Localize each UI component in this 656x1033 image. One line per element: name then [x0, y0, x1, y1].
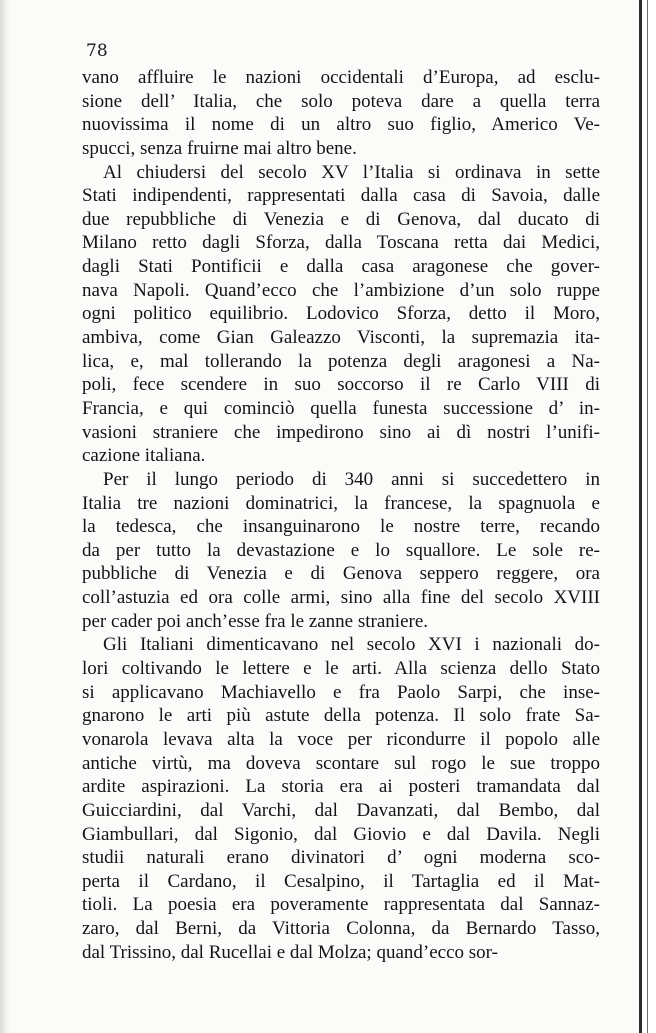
text-line: Al chiudersi del secolo XV l’Italia si ordinava in sette [103, 161, 600, 183]
text-line: Guicciardini, dal Varchi, dal Davanzati, dal Bembo, dal [82, 799, 600, 821]
paragraph [82, 66, 600, 161]
text-line: dagli Stati Pontificii e dalla casa aragonese che gover- [82, 256, 600, 278]
text-line: coll’astuzia ed ora colle armi, sino alla fine del secolo XVIII [82, 587, 600, 609]
paragraph [82, 468, 600, 633]
text-line: ambiva, come Gian Galeazzo Visconti, la supremazia ita- [82, 327, 600, 349]
body-text [82, 66, 600, 964]
text-line: due repubbliche di Venezia e di Genova, dal ducato di [82, 208, 600, 230]
text-line: spucci, senza fruirne mai altro bene. [82, 137, 357, 159]
text-line: da per tutto la devastazione e lo squallore. Le sole re- [82, 539, 600, 561]
text-line: antiche virtù, ma doveva scontare sul rogo le sue troppo [82, 752, 600, 774]
text-line: Gli Italiani dimenticavano nel secolo XVI i nazionali do- [103, 634, 600, 656]
text-line: lica, e, mal tollerando la potenza degli aragonesi a Na- [82, 350, 600, 372]
text-line: ardite aspirazioni. La storia era ai posteri tramandata dal [82, 776, 600, 798]
text-line: la tedesca, che insanguinarono le nostre terre, recando [82, 516, 600, 538]
paragraph [82, 633, 600, 964]
text-line: lori coltivando le lettere e le arti. Alla scienza dello Stato [82, 658, 600, 680]
text-line: vasioni straniere che impedirono sino ai dì nostri l’unifi- [82, 421, 600, 443]
text-line: poli, fece scendere in suo soccorso il re Carlo VIII di [82, 374, 600, 396]
text-line: si applicavano Machiavello e fra Paolo Sarpi, che inse- [82, 681, 600, 703]
text-line: nuovissima il nome di un altro suo figlio, Americo Ve- [82, 114, 600, 136]
text-line: studii naturali erano divinatori d’ ogni moderna sco- [82, 847, 600, 869]
page-number: 78 [86, 41, 108, 61]
text-line: vano affluire le nazioni occidentali d’Europa, ad esclu- [82, 67, 600, 88]
page-gutter-shadow [0, 0, 10, 1033]
text-line: gnarono le arti più astute della potenza. Il solo frate Sa- [82, 705, 600, 727]
paragraph [82, 161, 600, 468]
text-line: pubbliche di Venezia e di Genova seppero reggere, ora [82, 563, 600, 585]
text-line: ogni politico equilibrio. Lodovico Sforza, detto il Moro, [82, 303, 600, 325]
page-edge-line [639, 0, 642, 1033]
text-line: zaro, dal Berni, da Vittoria Colonna, da Bernardo Tasso, [82, 918, 600, 940]
text-line: Italia tre nazioni dominatrici, la francese, la spagnuola e [82, 492, 600, 514]
page-edge-line-thin [647, 0, 648, 1033]
text-line: Milano retto dagli Sforza, dalla Toscana retta dai Medici, [82, 232, 600, 254]
text-line: dal Trissino, dal Rucellai e dal Molza; quand’ecco sor- [82, 941, 498, 963]
text-line: Francia, e qui cominciò quella funesta successione d’ in- [82, 397, 600, 419]
text-line: nava Napoli. Quand’ecco che l’ambizione d’un solo ruppe [82, 279, 600, 301]
text-line: perta il Cardano, il Cesalpino, il Tartaglia ed il Mat- [82, 870, 600, 892]
text-line: Per il lungo periodo di 340 anni si succedettero in [103, 468, 600, 490]
text-line: per cader poi anch’esse fra le zanne straniere. [82, 610, 429, 632]
text-line: cazione italiana. [82, 445, 206, 467]
text-line: vonarola levava alta la voce per ricondurre il popolo alle [82, 728, 600, 750]
text-line: Stati indipendenti, rappresentati dalla casa di Savoia, dalle [82, 185, 600, 207]
text-line: sione dell’ Italia, che solo poteva dare a quella terra [82, 90, 600, 112]
text-line: tioli. La poesia era poveramente rappresentata dal Sannaz- [82, 894, 600, 916]
text-line: Giambullari, dal Sigonio, dal Giovio e dal Davila. Negli [82, 823, 600, 845]
